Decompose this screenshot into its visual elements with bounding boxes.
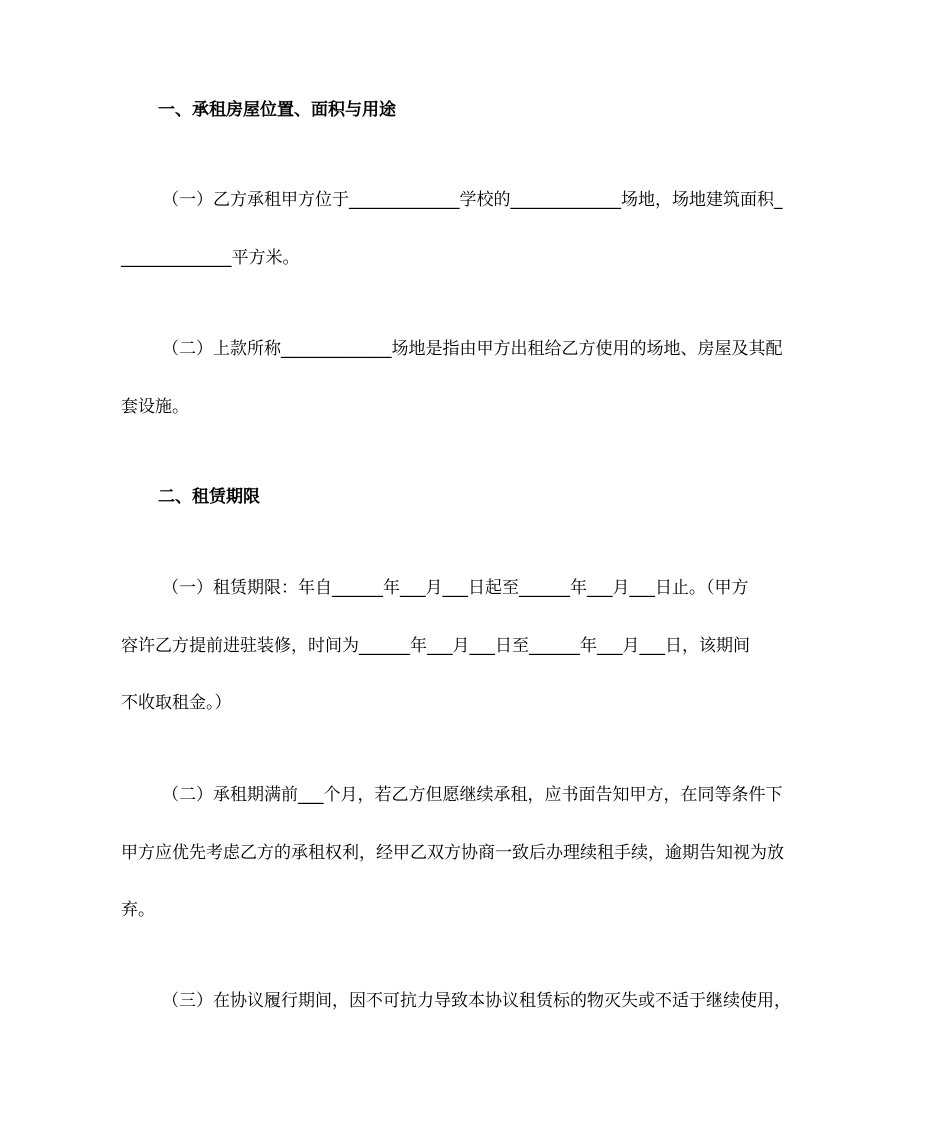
section-2-p2-line1: （二）承租期满前___个月，若乙方但愿继续承租，应书面告知甲方，在同等条件下 [162, 785, 783, 805]
section-2-p3-line1: （三）在协议履行期间，因不可抗力导致本协议租赁标的物灭失或不适于继续使用， [162, 991, 791, 1011]
section-2-heading: 二、租赁期限 [158, 487, 260, 507]
section-1-p2-line1: （二）上款所称_____________场地是指由甲方出租给乙方使用的场地、房屋及其配 [162, 339, 783, 359]
section-2-p1-line3: 不收取租金。） [121, 693, 232, 713]
section-2-p1-line1: （一）租赁期限：年自______年___月___日起至______年___月___日止。（甲方 [162, 578, 749, 598]
section-1-p1-line2: _____________平方米。 [121, 248, 300, 268]
section-2-p1-line2: 容许乙方提前进驻装修，时间为______年___月___日至______年___月___日，该期间 [121, 636, 750, 656]
section-2-p2-line2: 甲方应优先考虑乙方的承租权利，经甲乙双方协商一致后办理续租手续，逾期告知视为放 [121, 843, 784, 863]
section-1-p2-line2: 套设施。 [121, 397, 189, 417]
section-1-heading: 一、承租房屋位置、面积与用途 [158, 100, 396, 120]
section-2-p2-line3: 弃。 [121, 900, 155, 920]
section-1-p1-line1: （一）乙方承租甲方位于_____________学校的_____________场地，场地建筑面积_ [162, 190, 783, 210]
